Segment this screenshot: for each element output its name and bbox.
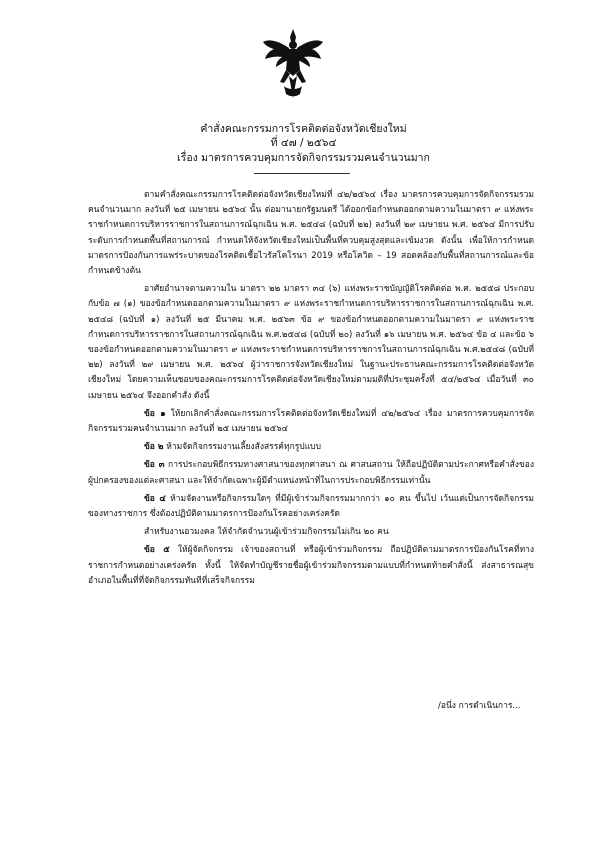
clause-3-head: ข้อ ๓ <box>144 460 165 471</box>
paragraph-authority: อาศัยอำนาจตามความใน มาตรา ๒๒ มาตรา ๓๔ (๖) แห่งพระราชบัญญัติโรคติดต่อ พ.ศ. ๒๕๕๘ ประกอบกับข้อ ๗ (๑) ของข้อกำหนดออกตามความในมาตรา ๙ แห่งพระราชกำหนดการบริหารราชการในสถานการณ์ฉุกเฉิน พ.ศ. ๒๕๔๘ (ฉบับที่ ๑) ลงวันที่ ๒๕ มีนาคม พ.ศ. ๒๕๖๓ ข้อ ๙ ของข้อกำหนดออกตามความในมาตรา ๙ แห่งพระราชกำหนดการบริหารราชการในสถานการณ์ฉุกเฉิน พ.ศ.๒๕๔๘ (ฉบับที่ ๒๐) ลงวันที่ ๑๖ เมษายน พ.ศ. ๒๕๖๔ ข้อ ๔ และข้อ ๖ ของข้อกำหนดออกตามความในมาตรา ๙ แห่งพระราชกำหนดการบริหารราชการในสถานการณ์ฉุกเฉิน พ.ศ.๒๕๔๘ (ฉบับที่ ๒๒) ลงวันที่ ๒๙ เมษายน พ.ศ. ๒๕๖๔ ผู้ว่าราชการจังหวัดเชียงใหม่ ในฐานะประธานคณะกรรมการโรคติดต่อจังหวัดเชียงใหม่ โดยความเห็นชอบของคณะกรรมการโรคติดต่อจังหวัดเชียงใหม่ตามมติที่ประชุมครั้งที่ ๕๔/๒๕๖๔ เมื่อวันที่ ๓๐ เมษายน ๒๕๖๔ จึงออกคำสั่ง ดังนี้ <box>88 284 534 401</box>
garuda-emblem-icon <box>262 28 324 100</box>
order-number: ที่ ๔๗ / ๒๕๖๔ <box>270 137 337 149</box>
clause-4-text: ห้ามจัดงานหรือกิจกรรมใดๆ ที่มีผู้เข้าร่วมกิจกรรมมากกว่า ๑๐ คน ขึ้นไป เว้นแต่เป็นการจัดกิจกรรมของทางราชการ ซึ่งต้องปฏิบัติตามมาตรการป้องกันโรคอย่างเคร่งครัด <box>88 493 534 520</box>
clause-1-text: ให้ยกเลิกคำสั่งคณะกรรมการโรคติดต่อจังหวัดเชียงใหม่ที่ ๔๒/๒๕๖๔ เรื่อง มาตรการควบคุมการจัดกิจกรรมรวมคนจำนวนมาก ลงวันที่ ๒๕ เมษายน ๒๕๖๔ <box>88 408 535 435</box>
clause-5-head: ข้อ ๕ <box>144 545 170 556</box>
clause-4 <box>88 492 534 522</box>
clause-2-head: ข้อ ๒ <box>144 442 164 453</box>
document-body <box>88 188 534 592</box>
heading-divider <box>254 173 350 174</box>
clause-3-text: การประกอบพิธีกรรมทางศาสนาของทุกศาสนา ณ ศาสนสถาน ให้ถือปฏิบัติตามประกาศหรือคำสั่งของผู้ปกครองของแต่ละศาสนา และให้จำกัดเฉพาะผู้มีตำแหน่งหน้าที่ในการประกอบพิธีกรรมเท่านั้น <box>88 460 535 486</box>
clause-3 <box>88 458 534 488</box>
clause-1-head: ข้อ ๑ <box>144 408 166 419</box>
clause-4-note-text: สำหรับงานอวมงคล ให้จำกัดจำนวนผู้เข้าร่วมกิจกรรมไม่เกิน ๒๐ คน <box>144 527 389 538</box>
order-title: คำสั่งคณะกรรมการโรคติดต่อจังหวัดเชียงใหม่ <box>200 123 407 135</box>
order-subject: เรื่อง มาตรการควบคุมการจัดกิจกรรมรวมคนจำนวนมาก <box>177 152 430 164</box>
clause-1 <box>88 407 534 437</box>
clause-2-text: ห้ามจัดกิจกรรมงานเลี้ยงสังสรรค์ทุกรูปแบบ <box>166 442 321 453</box>
paragraph-preamble: ตามคำสั่งคณะกรรมการโรคติดต่อจังหวัดเชียงใหม่ที่ ๔๒/๒๕๖๔ เรื่อง มาตรการควบคุมการจัดกิจกรรมรวมคนจำนวนมาก ลงวันที่ ๒๕ เมษายน ๒๕๖๔ นั้น ต่อมานายกรัฐมนตรี ได้ออกข้อกำหนดออกตามความในมาตรา ๙ แห่งพระราชกำหนดการบริหารราชการในสถานการณ์ฉุกเฉิน พ.ศ. ๒๕๔๘ (ฉบับที่ ๒๒) ลงวันที่ ๒๙ เมษายน พ.ศ. ๒๕๖๔ มีการปรับระดับการกำหนดพื้นที่สถานการณ์ กำหนดให้จังหวัดเชียงใหม่เป็นพื้นที่ควบคุมสูงสุดและเข้มงวด ดังนั้น เพื่อให้การกำหนดมาตรการป้องกันการแพร่ระบาดของโรคติดเชื้อไวรัสโคโรนา 2019 หรือโควิด – 19 สอดคล้องกับพื้นที่สถานการณ์และข้อกำหนดข้างต้น <box>88 190 534 277</box>
clause-5 <box>88 543 534 589</box>
clause-2 <box>88 440 534 455</box>
clause-4-funeral-note <box>88 525 534 540</box>
continuation-note: /อนึ่ง การดำเนินการ... <box>438 701 521 711</box>
clause-4-head: ข้อ ๔ <box>144 493 166 504</box>
clause-5-text: ให้ผู้จัดกิจกรรม เจ้าของสถานที่ หรือผู้เข้าร่วมกิจกรรม ถือปฏิบัติตามมาตรการป้องกันโรคที่ทางราชการกำหนดอย่างเคร่งครัด ทั้งนี้ ให้จัดทำบัญชีรายชื่อผู้เข้าร่วมกิจกรรมตามแบบที่กำหนดท้ายคำสั่งนี้ ส่งสาธารณสุขอำเภอในพื้นที่ที่จัดกิจกรรมทันทีที่เสร็จกิจกรรม <box>88 545 534 586</box>
